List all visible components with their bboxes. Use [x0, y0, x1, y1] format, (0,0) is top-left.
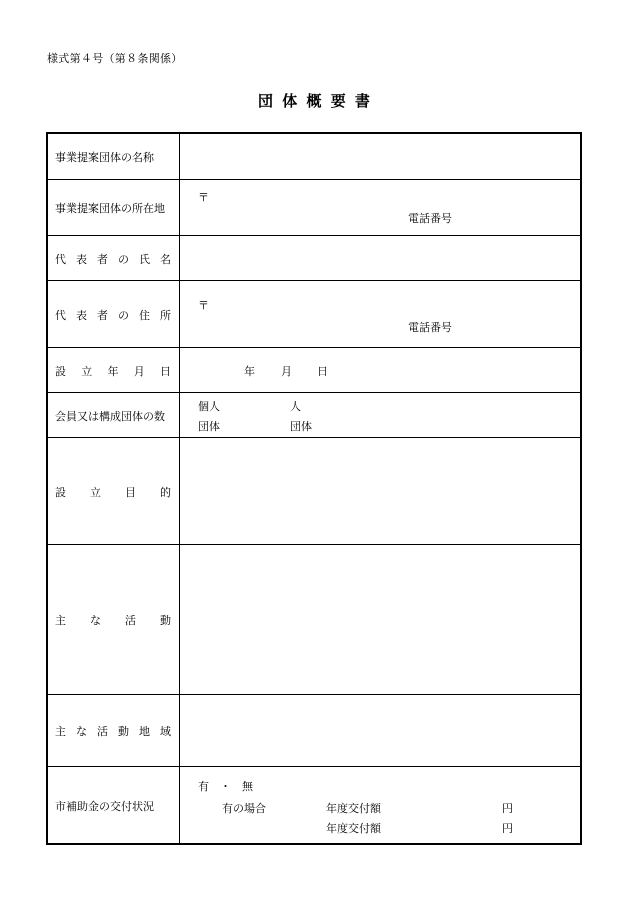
label-char: 所: [160, 308, 171, 322]
label-organization-address: 事業提案団体の所在地: [48, 180, 180, 236]
field-main-activities[interactable]: [180, 545, 580, 695]
field-activity-area[interactable]: [180, 695, 580, 767]
label-char: な: [76, 725, 87, 738]
day-label: 日: [317, 365, 328, 378]
label-char: 設: [55, 364, 66, 378]
label-char: の: [118, 252, 129, 266]
label-subsidy-status: 市補助金の交付状況: [48, 767, 180, 844]
outline-table: [46, 132, 582, 845]
label-char: 月: [133, 364, 145, 378]
field-organization-address[interactable]: [180, 180, 580, 236]
field-representative-address[interactable]: [180, 281, 580, 348]
field-establishment-purpose[interactable]: [180, 438, 580, 545]
field-representative-name[interactable]: [180, 236, 580, 281]
yes-no-choice[interactable]: 有 ・ 無: [198, 780, 253, 793]
field-member-count[interactable]: [180, 393, 580, 438]
label-char: 設: [55, 485, 66, 499]
label-char: 主: [55, 614, 66, 627]
label-char: 動: [118, 725, 129, 738]
postal-mark: 〒: [198, 191, 209, 204]
label-organization-name: 事業提案団体の名称: [48, 134, 180, 179]
label-activity-area: [48, 695, 180, 767]
individual-label: 個人: [198, 400, 220, 413]
label-char: 者: [97, 252, 108, 266]
label-char: 者: [97, 308, 108, 322]
yen-unit-2: 円: [502, 822, 513, 835]
group-unit: 団体: [290, 420, 312, 433]
label-char: 名: [160, 252, 171, 266]
row-establishment-purpose: [48, 437, 580, 545]
label-char: 表: [76, 252, 87, 266]
label-char: 動: [160, 614, 171, 627]
label-establishment-purpose: [48, 438, 180, 545]
row-representative-address: [48, 280, 580, 348]
form-number: 様式第４号（第８条関係）: [47, 52, 183, 65]
group-label: 団体: [198, 420, 220, 433]
label-char: 年: [107, 364, 119, 378]
person-unit: 人: [290, 400, 301, 413]
label-main-activities: [48, 545, 180, 695]
field-establishment-date[interactable]: [180, 348, 580, 393]
label-establishment-date: [48, 348, 180, 393]
row-activity-area: [48, 694, 580, 767]
yen-unit-1: 円: [502, 802, 513, 815]
label-char: 立: [90, 485, 101, 499]
fiscal-amount-label-1: 年度交付額: [326, 802, 381, 815]
document-title: 団 体 概 要 書: [258, 92, 372, 110]
label-char: 地: [139, 725, 150, 738]
row-subsidy-status: [48, 766, 580, 844]
row-organization-name: [48, 134, 580, 179]
label-char: 立: [81, 364, 93, 378]
month-label: 月: [281, 365, 292, 378]
field-subsidy-status[interactable]: [180, 767, 580, 844]
label-char: 的: [160, 485, 171, 499]
phone-label: 電話番号: [408, 321, 452, 334]
label-char: 日: [160, 364, 171, 378]
row-member-count: [48, 392, 580, 438]
row-establishment-date: [48, 347, 580, 393]
label-char: の: [118, 308, 129, 322]
label-char: 代: [55, 252, 66, 266]
row-organization-address: [48, 179, 580, 236]
label-representative-address: [48, 281, 180, 348]
label-char: 表: [76, 308, 87, 322]
if-yes-label: 有の場合: [222, 802, 266, 815]
field-organization-name[interactable]: [180, 134, 580, 179]
label-char: な: [90, 614, 101, 627]
label-char: 住: [139, 308, 150, 322]
label-char: 活: [125, 614, 136, 627]
label-char: 目: [125, 485, 136, 499]
label-representative-name: [48, 236, 180, 281]
label-char: 主: [55, 725, 66, 738]
fiscal-amount-label-2: 年度交付額: [326, 822, 381, 835]
phone-label: 電話番号: [408, 212, 452, 225]
label-char: 代: [55, 308, 66, 322]
label-member-count: 会員又は構成団体の数: [48, 393, 180, 438]
postal-mark: 〒: [198, 299, 209, 312]
row-main-activities: [48, 544, 580, 695]
row-representative-name: [48, 235, 580, 281]
year-label: 年: [244, 365, 255, 378]
label-char: 活: [97, 725, 108, 738]
label-char: 域: [160, 725, 171, 738]
label-char: 氏: [139, 252, 150, 266]
